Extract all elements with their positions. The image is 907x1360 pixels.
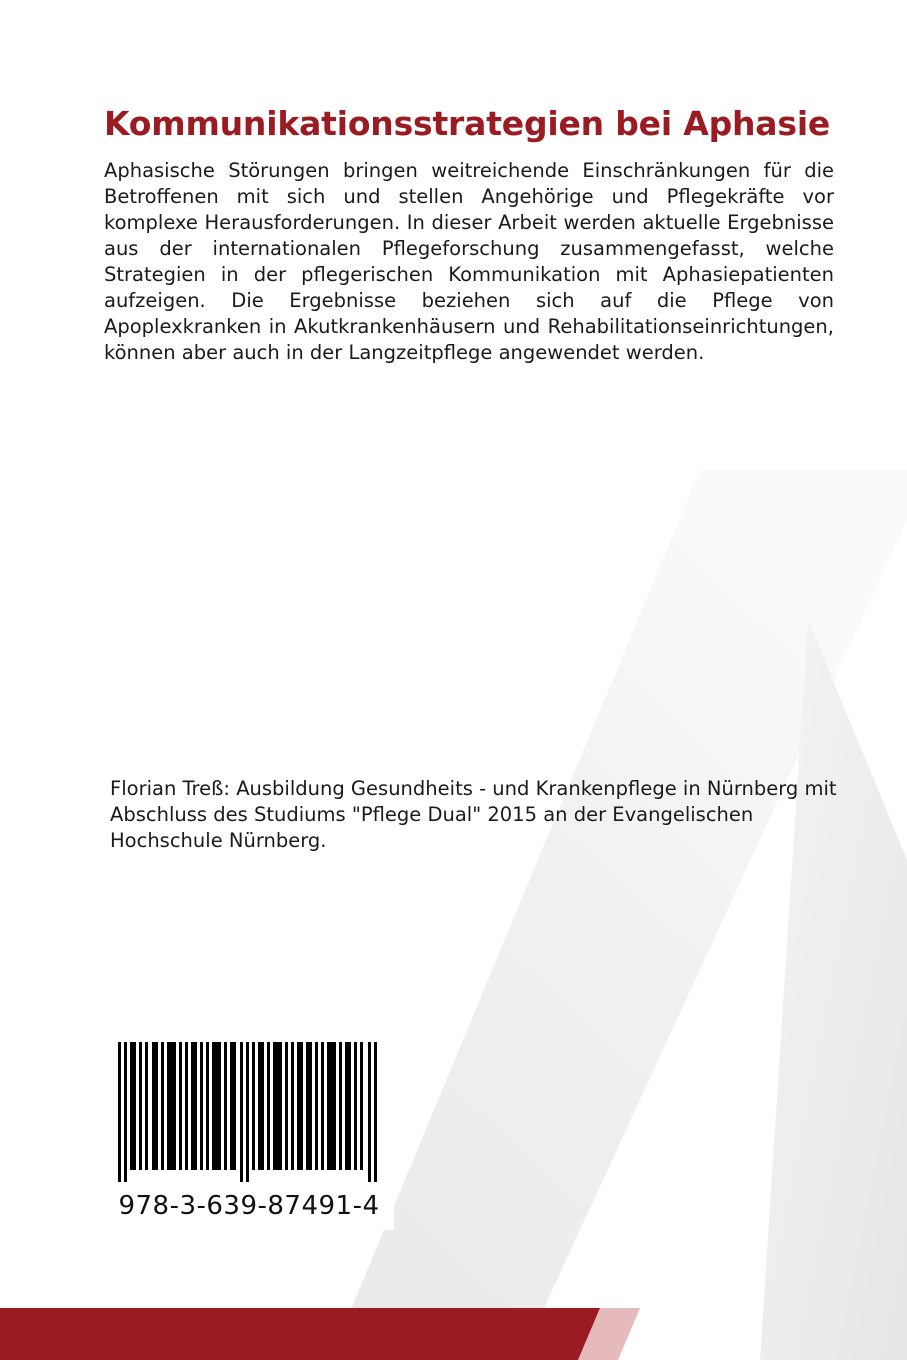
barcode-icon [118,1042,380,1182]
book-description: Aphasische Störungen bringen weitreichende Einschränkungen für die Betroffenen mit sich und stellen Angehörige und Pflegekräfte vor komplexe Herausforderungen. In dieser Arbeit werden aktuelle Ergebnisse aus der internationalen Pflegeforschung zusammengefasst, welche Strategien in der pflegerischen Kommunikation mit Aphasiepatienten aufzeigen. Die Ergebnisse beziehen sich auf die Pflege von Apoplexkranken in Akutkrankenhäusern und Rehabilitationseinrichtungen, können aber auch in der Langzeitpflege angewendet werden. [104,159,834,364]
isbn-number: 978-3-639-87491-4 [118,1191,380,1221]
author-bio: Florian Treß: Ausbildung Gesundheits - und Krankenpflege in Nürnberg mit Abschluss des Studiums "Pflege Dual" 2015 an der Evangelischen Hochschule Nürnberg. [110,777,837,852]
barcode-panel [104,1030,394,1230]
book-title: Kommunikationsstrategien bei Aphasie [104,104,831,143]
